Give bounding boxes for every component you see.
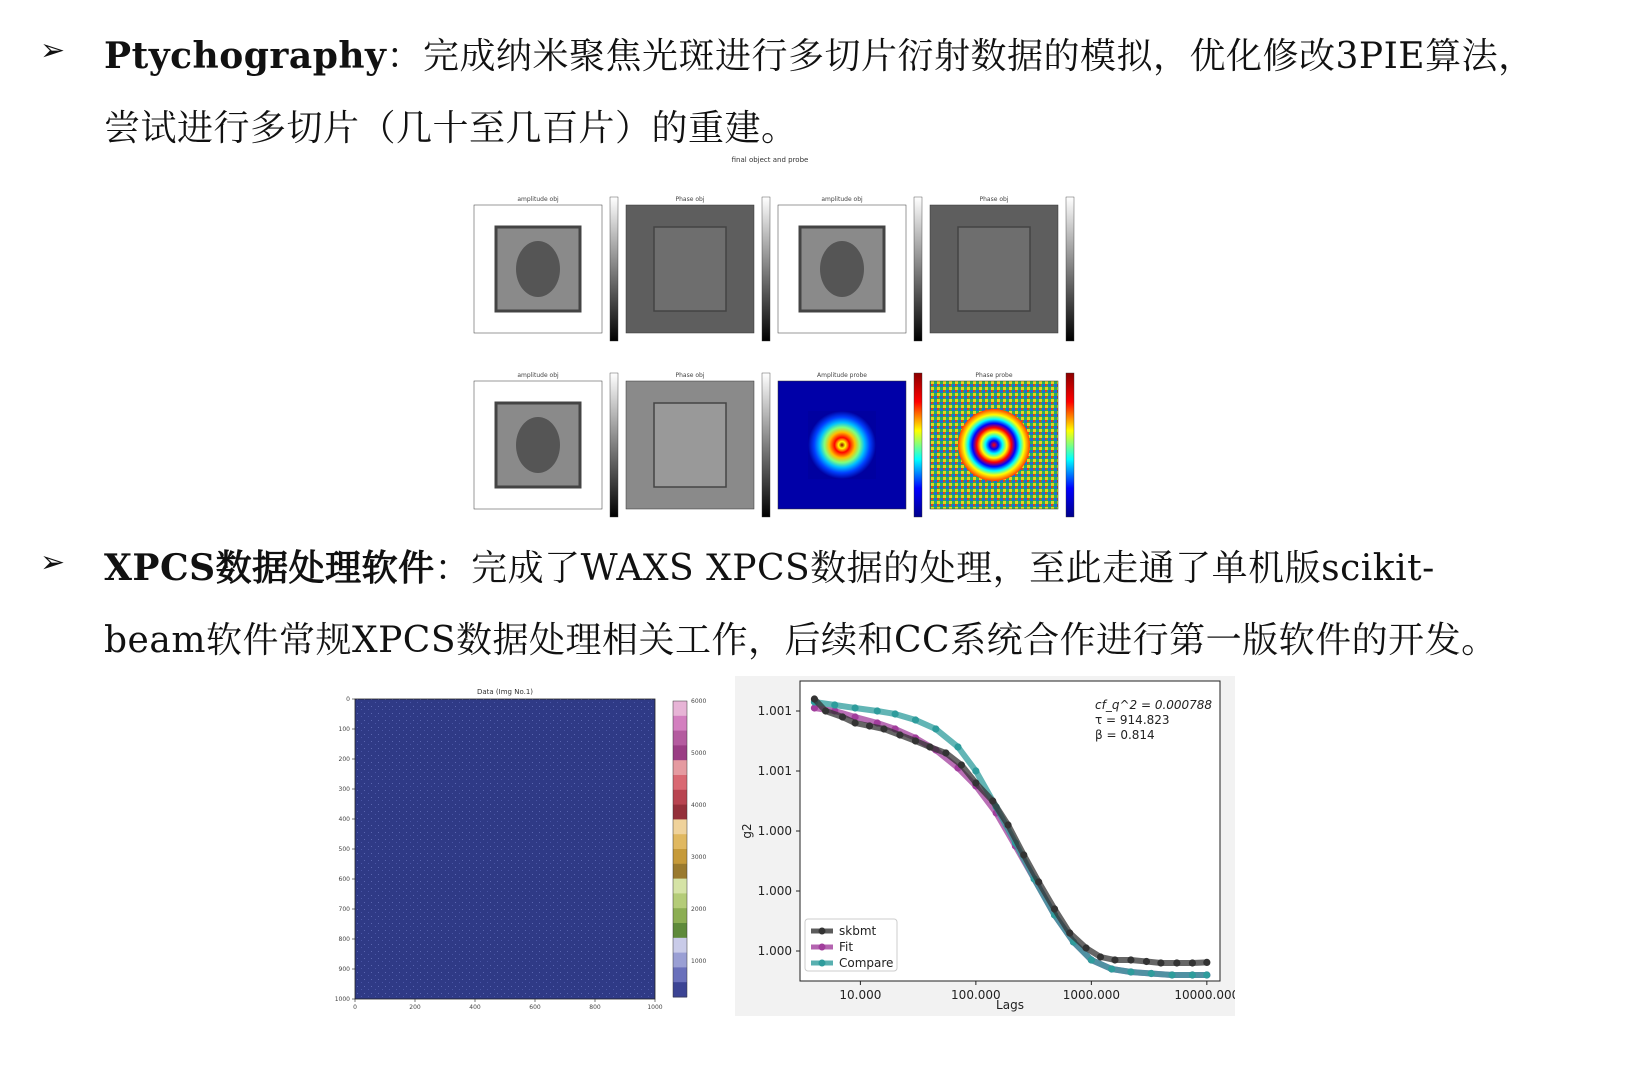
ptycho-panel-2 — [626, 196, 770, 341]
g2-point-skbmt — [958, 761, 965, 768]
xpcs-image-title: Data (Img No.1) — [476, 688, 534, 696]
ptycho-probe-phase — [958, 409, 1030, 481]
g2-point-skbmt — [972, 779, 979, 786]
g2-point-skbmt — [839, 713, 846, 720]
xpcs-y-tick-label: 400 — [338, 816, 350, 823]
xpcs-colorbar-segment — [673, 849, 687, 864]
g2-point-compare — [912, 716, 919, 723]
ptycho-panel-title-4: Phase obj — [979, 196, 1009, 203]
ptycho-panel-6 — [626, 372, 770, 517]
xpcs-colorbar-segment — [673, 805, 687, 820]
g2-point-compare — [892, 710, 899, 717]
g2-x-tick-label: 100.000 — [951, 988, 1001, 1002]
g2-point-skbmt — [1004, 821, 1011, 828]
g2-x-tick-label: 10.000 — [839, 988, 882, 1002]
ptycho-panel-title-1: amplitude obj — [517, 196, 559, 203]
ptycho-colorbar-2 — [762, 197, 770, 341]
xpcs-colorbar-segment — [673, 938, 687, 953]
g2-point-skbmt — [880, 725, 887, 732]
xpcs-colorbar-segment — [673, 745, 687, 760]
ptychography-figure-title: final object and probe — [731, 156, 809, 164]
xpcs-colorbar-segment — [673, 923, 687, 938]
g2-point-skbmt — [989, 797, 996, 804]
g2-point-skbmt — [1173, 959, 1180, 966]
xpcs-colorbar-segment — [673, 775, 687, 790]
ptycho-panel-title-2: Phase obj — [675, 196, 705, 203]
xpcs-x-ticks — [353, 999, 663, 1011]
g2-point-compare — [874, 707, 881, 714]
ptycho-panel-1 — [474, 196, 618, 341]
g2-point-skbmt — [1157, 959, 1164, 966]
ptycho-phase-object-6 — [654, 403, 726, 487]
ptychography-figure — [460, 150, 1080, 522]
xpcs-colorbar-segment — [673, 953, 687, 968]
g2-point-skbmt — [896, 731, 903, 738]
g2-point-skbmt — [942, 749, 949, 756]
g2-point-skbmt — [912, 737, 919, 744]
ptychography-figure-svg — [460, 150, 1080, 522]
g2-point-compare — [954, 743, 961, 750]
g2-point-skbmt — [822, 707, 829, 714]
xpcs-image-svg — [335, 683, 715, 1018]
xpcs-x-tick-label: 1000 — [647, 1004, 663, 1011]
xpcs-colorbar-segment — [673, 819, 687, 834]
bullet-2-line-2 — [104, 612, 1498, 663]
xpcs-x-tick-label: 400 — [469, 1004, 481, 1011]
xpcs-colorbar-segment — [673, 760, 687, 775]
ptycho-object-detail-3 — [820, 241, 864, 297]
g2-point-skbmt — [1111, 956, 1118, 963]
g2-point-compare — [1203, 971, 1210, 978]
g2-point-skbmt — [1097, 953, 1104, 960]
bullet-2-term: XPCS数据处理软件 — [104, 547, 435, 589]
xpcs-colorbar-tick-label: 1000 — [691, 958, 707, 965]
g2-y-tick-label: 1.001 — [757, 764, 792, 778]
ptycho-colorbar-5 — [610, 373, 618, 517]
g2-legend-label: Fit — [839, 940, 854, 954]
g2-y-ticks — [758, 704, 800, 958]
g2-legend — [805, 919, 897, 971]
xpcs-image-figure — [335, 683, 715, 1018]
xpcs-colorbar-segment — [673, 864, 687, 879]
g2-point-compare — [1127, 968, 1134, 975]
g2-y-tick-label: 1.000 — [757, 944, 792, 958]
g2-y-tick-label: 1.000 — [757, 824, 792, 838]
ptycho-panel-7 — [778, 372, 922, 517]
g2-chart-svg — [735, 676, 1235, 1016]
g2-point-compare — [1108, 965, 1115, 972]
bullet-arrow-icon-1: ➢ — [40, 33, 66, 68]
xpcs-colorbar-tick-label: 5000 — [691, 750, 707, 757]
g2-xlabel: Lags — [996, 998, 1024, 1012]
g2-point-skbmt — [1051, 905, 1058, 912]
ptycho-panel-5 — [474, 372, 618, 517]
g2-x-tick-label: 10000.000 — [1174, 988, 1235, 1002]
ptycho-panel-8 — [930, 372, 1074, 517]
xpcs-y-tick-label: 200 — [338, 756, 350, 763]
g2-y-tick-label: 1.001 — [757, 704, 792, 718]
bullet-2-text-2: beam软件常规XPCS数据处理相关工作，后续和CC系统合作进行第一版软件的开发。 — [104, 620, 1498, 661]
xpcs-colorbar-segment — [673, 982, 687, 997]
g2-point-skbmt — [1082, 944, 1089, 951]
xpcs-colorbar-segment — [673, 879, 687, 894]
bullet-1-line-1 — [104, 28, 1535, 79]
ptycho-phase-object-4 — [958, 227, 1030, 311]
bullet-1-text-2: 尝试进行多切片（几十至几百片）的重建。 — [104, 108, 798, 149]
g2-point-skbmt — [811, 695, 818, 702]
ptycho-object-detail-1 — [516, 241, 560, 297]
g2-point-compare — [932, 725, 939, 732]
xpcs-y-tick-label: 700 — [338, 906, 350, 913]
g2-point-skbmt — [1020, 851, 1027, 858]
xpcs-colorbar-segment — [673, 893, 687, 908]
ptycho-probe-amplitude — [808, 411, 876, 479]
g2-point-compare — [1189, 971, 1196, 978]
ptycho-panel-title-3: amplitude obj — [821, 196, 863, 203]
ptycho-colorbar-7 — [914, 373, 922, 517]
g2-point-skbmt — [926, 743, 933, 750]
g2-point-skbmt — [852, 719, 859, 726]
ptycho-colorbar-8 — [1066, 373, 1074, 517]
xpcs-y-ticks — [335, 696, 355, 1003]
bullet-2-line-1 — [104, 540, 1435, 591]
g2-point-compare — [1168, 971, 1175, 978]
bullet-1-text-1: ：完成纳米聚焦光斑进行多切片衍射数据的模拟，优化修改3PIE算法， — [386, 36, 1535, 77]
xpcs-colorbar-tick-label: 2000 — [691, 906, 707, 913]
g2-point-compare — [1088, 956, 1095, 963]
xpcs-image-area — [355, 699, 655, 999]
xpcs-y-tick-label: 500 — [338, 846, 350, 853]
xpcs-colorbar-segment — [673, 731, 687, 746]
ptycho-panel-title-5: amplitude obj — [517, 372, 559, 379]
g2-point-compare — [972, 767, 979, 774]
g2-point-skbmt — [1066, 929, 1073, 936]
xpcs-y-tick-label: 1000 — [335, 996, 350, 1003]
xpcs-y-tick-label: 0 — [346, 696, 350, 703]
g2-point-skbmt — [1035, 878, 1042, 885]
xpcs-colorbar-tick-label: 4000 — [691, 802, 707, 809]
ptycho-object-detail-5 — [516, 417, 560, 473]
xpcs-colorbar-segment — [673, 908, 687, 923]
g2-annotation-line-2: τ = 914.823 — [1095, 713, 1170, 727]
xpcs-x-tick-label: 800 — [589, 1004, 601, 1011]
ptycho-panel-title-8: Phase probe — [975, 372, 1013, 379]
ptycho-panel-3 — [778, 196, 922, 341]
ptycho-panel-title-6: Phase obj — [675, 372, 705, 379]
g2-ylabel: g2 — [740, 823, 754, 839]
bullet-2-text-1: ：完成了WAXS XPCS数据的处理，至此走通了单机版scikit- — [434, 548, 1435, 589]
xpcs-colorbar-segment — [673, 834, 687, 849]
g2-legend-marker — [819, 928, 826, 935]
ptycho-colorbar-1 — [610, 197, 618, 341]
g2-point-compare — [1148, 970, 1155, 977]
xpcs-x-tick-label: 200 — [409, 1004, 421, 1011]
ptycho-panel-4 — [930, 196, 1074, 341]
g2-point-skbmt — [1189, 959, 1196, 966]
bullet-1-line-2 — [104, 100, 798, 151]
xpcs-colorbar-segment — [673, 701, 687, 716]
xpcs-colorbar-tick-label: 3000 — [691, 854, 707, 861]
xpcs-colorbar-segment — [673, 790, 687, 805]
ptycho-phase-object-2 — [654, 227, 726, 311]
g2-legend-marker — [819, 944, 826, 951]
bullet-1-term: Ptychography — [104, 35, 387, 77]
ptycho-colorbar-6 — [762, 373, 770, 517]
ptycho-colorbar-4 — [1066, 197, 1074, 341]
g2-point-compare — [831, 701, 838, 708]
xpcs-colorbar-segment — [673, 716, 687, 731]
g2-point-skbmt — [1143, 958, 1150, 965]
g2-point-skbmt — [866, 722, 873, 729]
xpcs-y-tick-label: 100 — [338, 726, 350, 733]
g2-annotation-line-3: β = 0.814 — [1095, 728, 1155, 742]
xpcs-y-tick-label: 300 — [338, 786, 350, 793]
xpcs-y-tick-label: 600 — [338, 876, 350, 883]
xpcs-colorbar-tick-label: 6000 — [691, 698, 707, 705]
g2-chart-figure — [735, 676, 1235, 1016]
ptychography-panels — [474, 196, 1074, 517]
g2-point-skbmt — [1127, 956, 1134, 963]
g2-x-tick-label: 1000.000 — [1062, 988, 1120, 1002]
g2-legend-label: skbmt — [839, 924, 877, 938]
xpcs-colorbar-segment — [673, 967, 687, 982]
g2-point-skbmt — [1203, 959, 1210, 966]
xpcs-x-tick-label: 0 — [353, 1004, 357, 1011]
ptycho-panel-title-7: Amplitude probe — [817, 372, 867, 379]
g2-legend-label: Compare — [839, 956, 894, 970]
g2-legend-marker — [819, 960, 826, 967]
g2-annotation-line-1: cf_q^2 = 0.000788 — [1095, 698, 1213, 712]
xpcs-y-tick-label: 800 — [338, 936, 350, 943]
xpcs-x-tick-label: 600 — [529, 1004, 541, 1011]
g2-point-compare — [852, 704, 859, 711]
xpcs-colorbar — [673, 698, 706, 998]
xpcs-y-tick-label: 900 — [338, 966, 350, 973]
ptycho-colorbar-3 — [914, 197, 922, 341]
g2-y-tick-label: 1.000 — [757, 884, 792, 898]
bullet-arrow-icon-2: ➢ — [40, 545, 66, 580]
g2-x-ticks — [839, 981, 1235, 1002]
